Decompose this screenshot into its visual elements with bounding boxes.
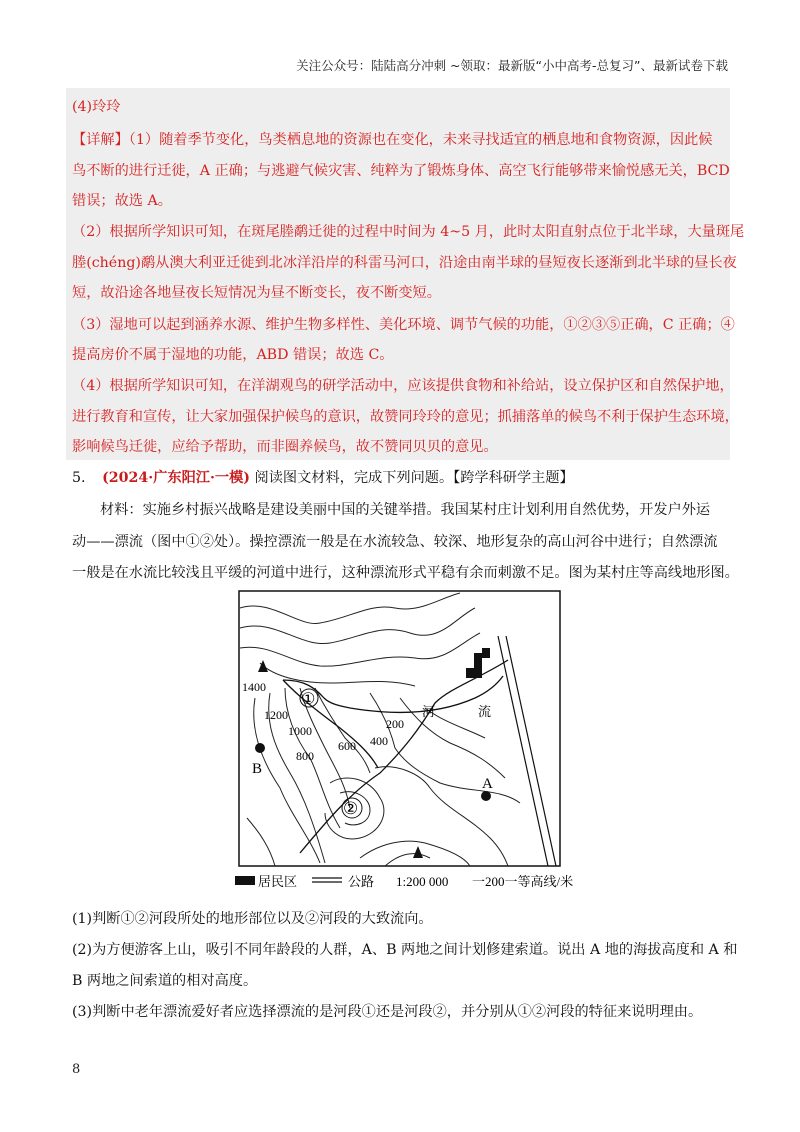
- detail-line: （2）根据所学知识可知，在斑尾塍鹬迁徙的过程中时间为 4~5 月，此时太阳直射点位于北半球，大量斑尾: [72, 224, 745, 240]
- subquestion-2: (2)为方便游客上山，吸引不同年龄段的人群，A、B 两地之间计划修建索道。说出 A 地的海拔高度和 A 和: [72, 942, 738, 958]
- contour-label-600: 600: [338, 739, 356, 753]
- detail-line: 鸟不断的进行迁徙，A 正确；与逃避气候灾害、纯粹为了锻炼身体、高空飞行能够带来愉悦感无关，BCD: [72, 163, 730, 179]
- page-header: 关注公众号：陆陆高分冲刺 ~领取：最新版“小中高考-总复习”、最新试卷下载: [296, 58, 728, 73]
- contour-label-1200: 1200: [264, 708, 288, 722]
- contour-label-1400: 1400: [242, 680, 266, 694]
- contour-label-400: 400: [370, 734, 388, 748]
- material-line: 动——漂流（图中①②处）。操控漂流一般是在水流较急、较深、地形复杂的高山河谷中进行；自然漂流: [72, 534, 718, 550]
- material-line: 一般是在水流比较浅且平缓的河道中进行，这种漂流形式平稳有余而刺激不足。图为某村庄等高线地形图。: [72, 565, 739, 581]
- page-number: 8: [72, 1062, 81, 1077]
- map-legend: [235, 874, 573, 889]
- legend-residential: 居民区: [258, 874, 298, 889]
- river-label-liu: 流: [478, 704, 492, 719]
- material-line: 材料：实施乡村振兴战略是建设美丽中国的关键举措。我国某村庄计划利用自然优势，开发户外运: [100, 502, 711, 518]
- question-5-heading: [72, 467, 574, 487]
- answer-line-4: (4)玲玲: [72, 99, 121, 115]
- section-1-label: ①: [301, 691, 316, 708]
- detail-tag: 【详解】: [72, 132, 129, 148]
- detail-line: 提高房价不属于湿地的功能，ABD 错误；故选 C。: [72, 347, 394, 363]
- question-number: 5.: [72, 470, 86, 486]
- detail-line: （3）湿地可以起到涵养水源、维护生物多样性、美化环境、调节气候的功能，①②③⑤正确，C 正确；④: [72, 317, 735, 333]
- detail-line: （4）根据所学知识可知，在洋湖观鸟的研学活动中，应该提供食物和补给站，设立保护区和自然保护地，: [72, 378, 734, 394]
- contour-map: [230, 588, 576, 894]
- subquestion-3: (3)判断中老年漂流爱好者应选择漂流的是河段①还是河段②，并分别从①②河段的特征来说明理由。: [72, 1004, 703, 1020]
- point-b-label: B: [252, 761, 263, 777]
- detail-line: 进行教育和宣传，让大家加强保护候鸟的意识，故赞同玲玲的意见；抓捕落单的候鸟不利于保护生态环境，: [72, 409, 739, 425]
- point-a-marker: [481, 791, 491, 801]
- detail-line: 影响候鸟迁徙，应给予帮助，而非圈养候鸟，故不赞同贝贝的意见。: [72, 439, 498, 455]
- legend-road: 公路: [348, 874, 375, 889]
- detail-text: （1）随着季节变化，鸟类栖息地的资源也在变化，未来寻找适宜的栖息地和食物资源，因此候: [128, 132, 713, 148]
- subquestion-1: (1)判断①②河段所处的地形部位以及②河段的大致流向。: [72, 911, 433, 927]
- legend-scale: 1:200 000: [396, 874, 449, 889]
- contour-label-1000: 1000: [288, 724, 312, 738]
- detail-line: [72, 129, 712, 149]
- detail-line: 短，故沿途各地昼夜长短情况为昼不断变长，夜不断变短。: [72, 285, 441, 301]
- subquestion-2-cont: B 两地之间索道的相对高度。: [72, 973, 258, 989]
- section-2-label: ②: [343, 799, 359, 818]
- point-b-marker: [255, 743, 265, 753]
- contour-label-200: 200: [386, 717, 404, 731]
- question-source: (2024·广东阳江·一模): [102, 470, 250, 486]
- question-prompt: 阅读图文材料，完成下列问题。【跨学科研学主题】: [254, 470, 574, 486]
- legend-contour: 一200一等高线/米: [472, 874, 574, 889]
- river-label-he: 河: [422, 704, 436, 719]
- contour-label-800: 800: [296, 749, 314, 763]
- detail-line: 塍(chéng)鹬从澳大利亚迁徙到北冰洋沿岸的科雷马河口，沿途由南半球的昼短夜长逐渐到北半球的昼长夜: [72, 255, 737, 271]
- point-a-label: A: [482, 776, 493, 792]
- detail-line: 错误；故选 A。: [72, 193, 172, 209]
